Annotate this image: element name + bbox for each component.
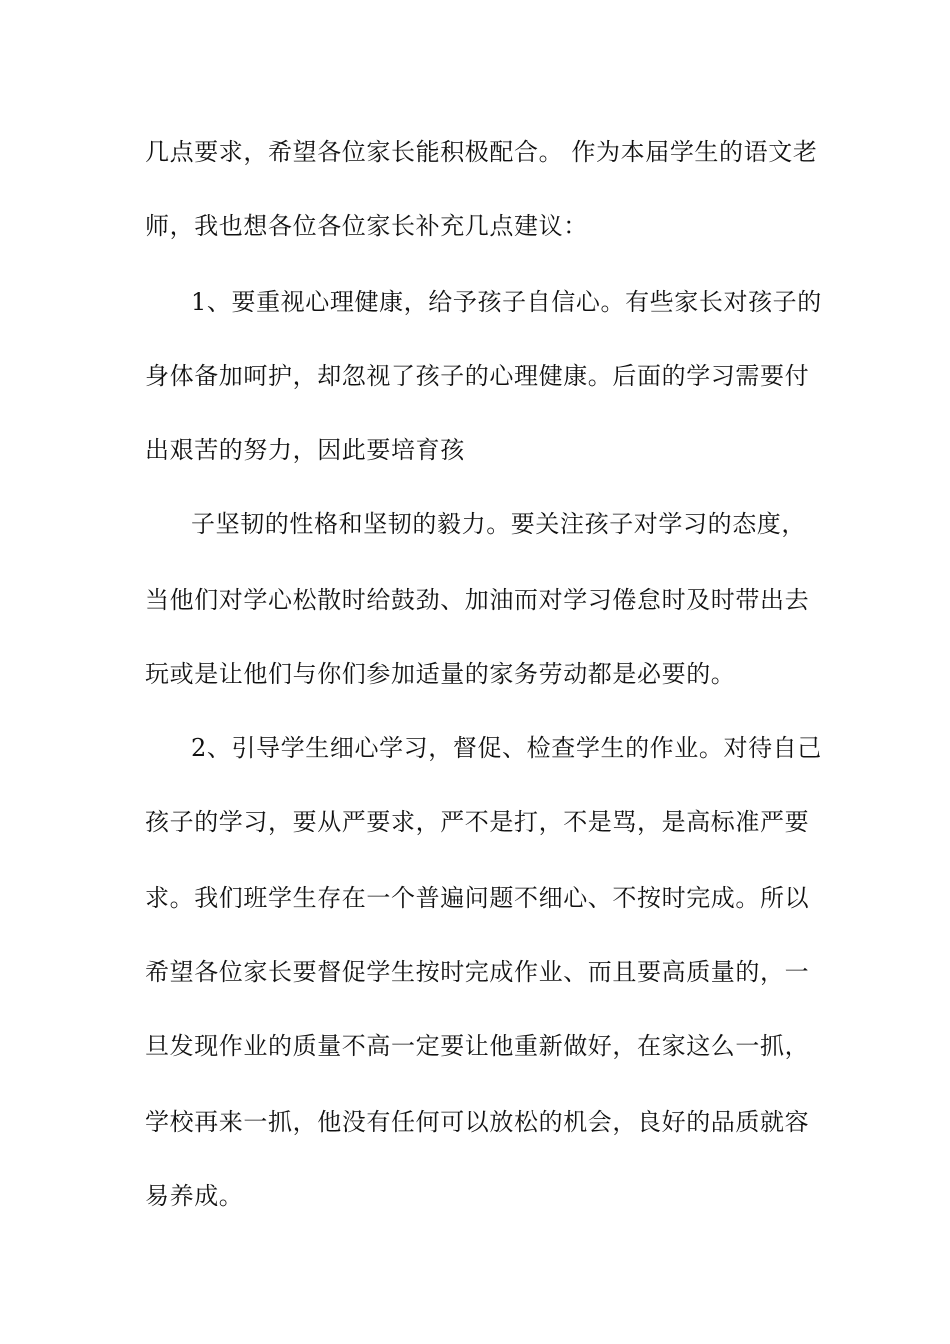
paragraph-line: 2、引导学生细心学习，督促、检查学生的作业。对待自己 xyxy=(191,734,822,762)
paragraph-line: 师，我也想各位各位家长补充几点建议： xyxy=(145,212,588,240)
paragraph-line: 身体备加呵护，却忽视了孩子的心理健康。后面的学习需要付 xyxy=(145,362,810,390)
paragraph-line: 出艰苦的努力，因此要培育孩 xyxy=(145,436,465,464)
paragraph-line: 子坚韧的性格和坚韧的毅力。要关注孩子对学习的态度， xyxy=(191,510,806,538)
paragraph-line: 1、要重视心理健康，给予孩子自信心。有些家长对孩子的 xyxy=(191,288,822,316)
paragraph-line: 求。我们班学生存在一个普遍问题不细心、不按时完成。所以 xyxy=(145,884,810,912)
paragraph-line: 旦发现作业的质量不高一定要让他重新做好，在家这么一抓， xyxy=(145,1032,810,1060)
paragraph-line: 当他们对学心松散时给鼓劲、加油而对学习倦怠时及时带出去 xyxy=(145,586,810,614)
paragraph-line: 希望各位家长要督促学生按时完成作业、而且要高质量的，一 xyxy=(145,958,810,986)
paragraph-line: 易养成。 xyxy=(145,1182,244,1210)
paragraph-line: 几点要求，希望各位家长能积极配合。 作为本届学生的语文老 xyxy=(145,138,818,166)
paragraph-line: 玩或是让他们与你们参加适量的家务劳动都是必要的。 xyxy=(145,660,736,688)
paragraph-line: 孩子的学习，要从严要求，严不是打，不是骂，是高标准严要 xyxy=(145,808,810,836)
paragraph-line: 学校再来一抓，他没有任何可以放松的机会，良好的品质就容 xyxy=(145,1108,810,1136)
